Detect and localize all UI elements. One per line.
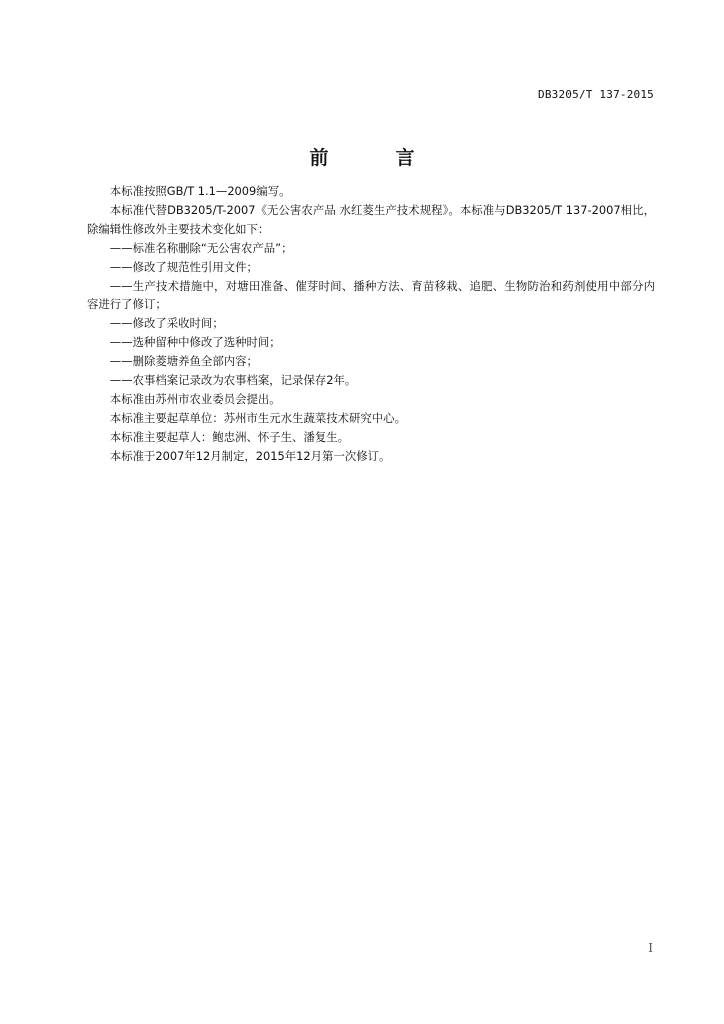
list-item: ——修改了采收时间；: [109, 316, 224, 331]
list-item: ——选种留种中修改了选种时间；: [109, 335, 281, 350]
paragraph: 本标准由苏州市农业委员会提出。: [109, 391, 281, 406]
paragraph: 本标准主要起草人：鲍忠洲、怀子生、潘复生。: [109, 429, 350, 444]
page-title: 前 言: [309, 147, 439, 169]
paragraph: 本标准按照GB/T 1.1—2009编写。: [109, 184, 291, 198]
paragraph: 本标准于2007年12月制定，2015年12月第一次修订。: [109, 448, 391, 463]
list-item: ——删除菱塘养鱼全部内容；: [109, 354, 258, 369]
paragraph: 本标准代替DB3205/T-2007《无公害农产品 水红菱生产技术规程》。本标准与DB3205/T 137-2007相比，除编辑性修改外主要技术变化如下：: [87, 202, 655, 236]
list-item: ——修改了规范性引用文件；: [109, 259, 258, 274]
page-number: I: [648, 941, 653, 955]
list-item: ——生产技术措施中，对塘田准备、催芽时间、播种方法、育苗移栽、追肥、生物防治和药剂使用中部分内容进行了修订；: [87, 278, 655, 312]
document-code: DB3205/T 137-2015: [538, 88, 654, 101]
preface-body: [87, 182, 655, 466]
list-item: ——农事档案记录改为农事档案，记录保存2年。: [109, 373, 357, 388]
list-item: ——标准名称删除“无公害农产品”；: [109, 240, 293, 255]
paragraph: 本标准主要起草单位：苏州市生元水生蔬菜技术研究中心。: [109, 410, 406, 425]
